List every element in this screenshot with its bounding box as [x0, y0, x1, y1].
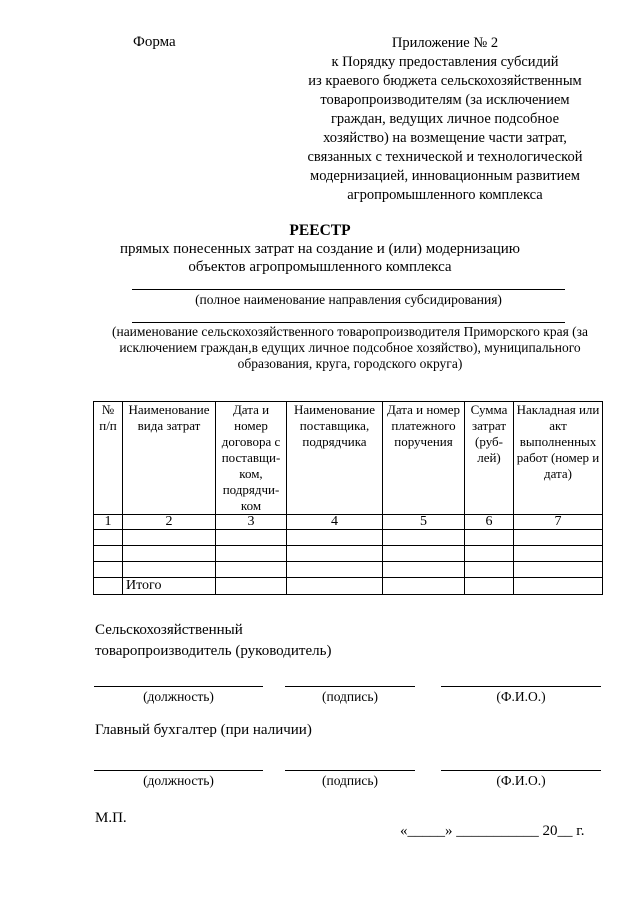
appendix-line: товаропроизводителям (за исключением: [320, 92, 570, 108]
table-cell[interactable]: [383, 546, 465, 562]
table-cell[interactable]: [216, 530, 287, 546]
column-number: 4: [287, 515, 383, 530]
appendix-line: связанных с технической и технологической: [307, 149, 583, 165]
table-cell[interactable]: [94, 546, 123, 562]
appendix-line: граждан, ведущих личное подсобное: [330, 111, 560, 127]
producer-caption-line: образования, круга, городского округа): [237, 356, 463, 371]
document-title: РЕЕСТР: [289, 222, 351, 239]
column-number: 5: [383, 515, 465, 530]
table-row: [94, 562, 603, 578]
producer-signature-line[interactable]: [285, 686, 415, 687]
table-cell[interactable]: [287, 546, 383, 562]
table-row: [94, 546, 603, 562]
table-cell[interactable]: [94, 530, 123, 546]
column-number: 1: [94, 515, 123, 530]
table-cell[interactable]: [287, 562, 383, 578]
direction-field-line[interactable]: [132, 289, 565, 290]
table-cell[interactable]: [287, 578, 383, 595]
producer-fio-line[interactable]: [441, 686, 601, 687]
table-header-row: [94, 402, 603, 515]
producer-field-line[interactable]: [132, 322, 565, 323]
column-number: 2: [123, 515, 216, 530]
table-number-row: [94, 515, 603, 530]
table-cell[interactable]: [216, 578, 287, 595]
subtitle-line-1: прямых понесенных затрат на создание и (или) модернизацию: [119, 241, 521, 257]
registry-table: [93, 401, 603, 595]
header-cell-contract: Дата и номер договора с поставщи-ком, подрядчи-ком: [216, 402, 287, 515]
table-cell[interactable]: [94, 578, 123, 595]
table-cell[interactable]: [465, 562, 514, 578]
table-cell[interactable]: [465, 546, 514, 562]
table-cell[interactable]: [216, 562, 287, 578]
fio-caption: (Ф.И.О.): [496, 689, 546, 704]
producer-caption-line: исключением граждан,в едущих личное подсобное хозяйство), муниципального: [119, 340, 581, 355]
accountant-label: Главный бухгалтер (при наличии): [95, 722, 312, 738]
form-label: Форма: [133, 34, 176, 50]
table-cell[interactable]: [123, 562, 216, 578]
position-caption: (должность): [143, 773, 214, 788]
table-cell[interactable]: [383, 562, 465, 578]
table-total-row: [94, 578, 603, 595]
producer-signature-label: [95, 620, 331, 662]
header-cell-amount: Сумма затрат (руб-лей): [465, 402, 514, 515]
header-cell-expense-type: Наименование вида затрат: [123, 402, 216, 515]
appendix-line: к Порядку предоставления субсидий: [331, 54, 559, 70]
producer-label-line: Сельскохозяйственный: [95, 622, 243, 638]
producer-position-line[interactable]: [94, 686, 263, 687]
appendix-block: [290, 34, 600, 205]
table-row: [94, 530, 603, 546]
date-line[interactable]: «_____» ___________ 20__ г.: [400, 823, 585, 839]
signature-caption: (подпись): [321, 689, 379, 704]
subtitle-line-2: объектов агропромышленного комплекса: [188, 259, 452, 275]
table-cell[interactable]: [465, 530, 514, 546]
stamp-place: М.П.: [95, 810, 127, 826]
accountant-position-line[interactable]: [94, 770, 263, 771]
appendix-line: из краевого бюджета сельскохозяйственным: [308, 73, 582, 89]
appendix-line: хозяйство) на возмещение части затрат,: [323, 130, 567, 146]
appendix-line: агропромышленного комплекса: [347, 187, 543, 203]
producer-label-line: товаропроизводитель (руководитель): [95, 643, 332, 659]
table-cell[interactable]: [94, 562, 123, 578]
header-cell-number: № п/п: [94, 402, 123, 515]
appendix-line: модернизацией, инновационным развитием: [310, 168, 580, 184]
table-cell[interactable]: [287, 530, 383, 546]
header-cell-payment: Дата и номер платежного поручения: [383, 402, 465, 515]
accountant-fio-line[interactable]: [441, 770, 601, 771]
header-cell-supplier: Наименование поставщика, подрядчика: [287, 402, 383, 515]
table-cell[interactable]: [123, 530, 216, 546]
direction-caption: (полное наименование направления субсидирования): [195, 292, 502, 307]
table-cell[interactable]: [514, 546, 603, 562]
signature-caption: (подпись): [321, 773, 379, 788]
column-number: 6: [465, 515, 514, 530]
header-cell-invoice: Накладная или акт выполненных работ (номер и дата): [514, 402, 603, 515]
position-caption: (должность): [143, 689, 214, 704]
column-number: 3: [216, 515, 287, 530]
producer-caption: [95, 324, 605, 372]
accountant-signature-line[interactable]: [285, 770, 415, 771]
fio-caption: (Ф.И.О.): [496, 773, 546, 788]
table-cell[interactable]: [383, 530, 465, 546]
producer-caption-line: (наименование сельскохозяйственного товаропроизводителя Приморского края (за: [111, 324, 589, 339]
table-cell[interactable]: [383, 578, 465, 595]
table-cell[interactable]: [123, 546, 216, 562]
table-cell[interactable]: [216, 546, 287, 562]
total-label: Итого: [123, 578, 216, 595]
table-cell[interactable]: [465, 578, 514, 595]
document-subtitle: [0, 240, 640, 276]
table-cell[interactable]: [514, 578, 603, 595]
appendix-line: Приложение № 2: [391, 35, 499, 51]
table-cell[interactable]: [514, 530, 603, 546]
column-number: 7: [514, 515, 603, 530]
table-cell[interactable]: [514, 562, 603, 578]
